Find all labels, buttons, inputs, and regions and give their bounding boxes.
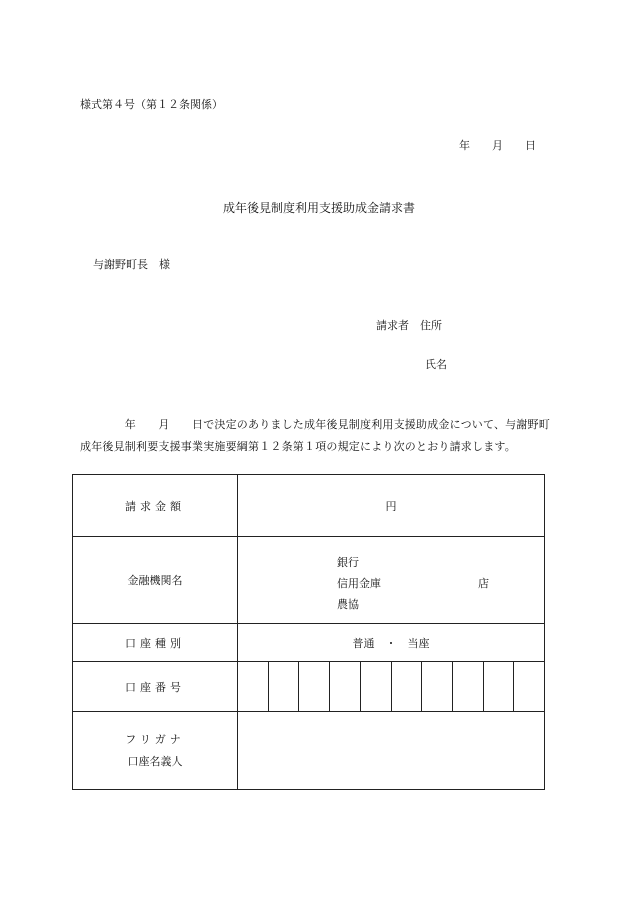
body-text: 年 月 日で決定のありました成年後見制度利用支援助成金について、与謝野町成年後見制利要支援事業実施要綱第１２条第１項の規定により次のとおり請求します。 [80, 418, 550, 453]
date-line [459, 137, 536, 153]
account-digit-cell[interactable] [238, 662, 269, 711]
account-digit-cell[interactable] [453, 662, 484, 711]
bank-type-bank: 銀行 [337, 556, 359, 569]
amount-row [73, 475, 545, 537]
account-digit-cell[interactable] [330, 662, 361, 711]
claim-form-table [72, 474, 545, 790]
form-number: 様式第４号（第１２条関係） [80, 98, 223, 111]
account-type-label: 口座種別 [73, 624, 238, 662]
branch-suffix: 店 [478, 577, 489, 590]
bank-row [73, 537, 545, 624]
holder-label-cell [73, 712, 238, 790]
bank-type-nokyo: 農協 [337, 598, 359, 611]
document-title: 成年後見制度利用支援助成金請求書 [223, 201, 416, 215]
amount-unit: 円 [385, 499, 397, 513]
account-digit-cell[interactable] [514, 662, 544, 711]
holder-label: 口座名義人 [127, 754, 183, 768]
amount-field[interactable] [238, 475, 545, 537]
holder-row [73, 712, 545, 790]
date-year: 年 [459, 139, 470, 152]
date-day: 日 [525, 139, 536, 152]
claimant-name-label: 氏名 [425, 358, 447, 371]
account-digit-cell[interactable] [422, 662, 453, 711]
account-number-row [73, 662, 545, 712]
account-type-row [73, 624, 545, 662]
account-number-field [238, 662, 545, 712]
account-digit-cell[interactable] [484, 662, 515, 711]
bank-label: 金融機関名 [73, 537, 238, 624]
date-month: 月 [492, 139, 503, 152]
furigana-label: フリガナ [125, 732, 185, 746]
account-digit-cell[interactable] [269, 662, 300, 711]
account-digit-cell[interactable] [299, 662, 330, 711]
bank-field[interactable] [238, 537, 545, 624]
claimant-address-label: 請求者 住所 [376, 319, 442, 332]
account-digit-cell[interactable] [361, 662, 392, 711]
bank-type-shinkin: 信用金庫 [337, 577, 381, 590]
holder-field[interactable] [238, 712, 545, 790]
addressee: 与謝野町長 様 [93, 258, 170, 271]
account-digit-cell[interactable] [392, 662, 423, 711]
amount-label: 請求金額 [73, 475, 238, 537]
account-number-label: 口座番号 [73, 662, 238, 712]
account-type-options[interactable]: 普通 ・ 当座 [238, 624, 545, 662]
